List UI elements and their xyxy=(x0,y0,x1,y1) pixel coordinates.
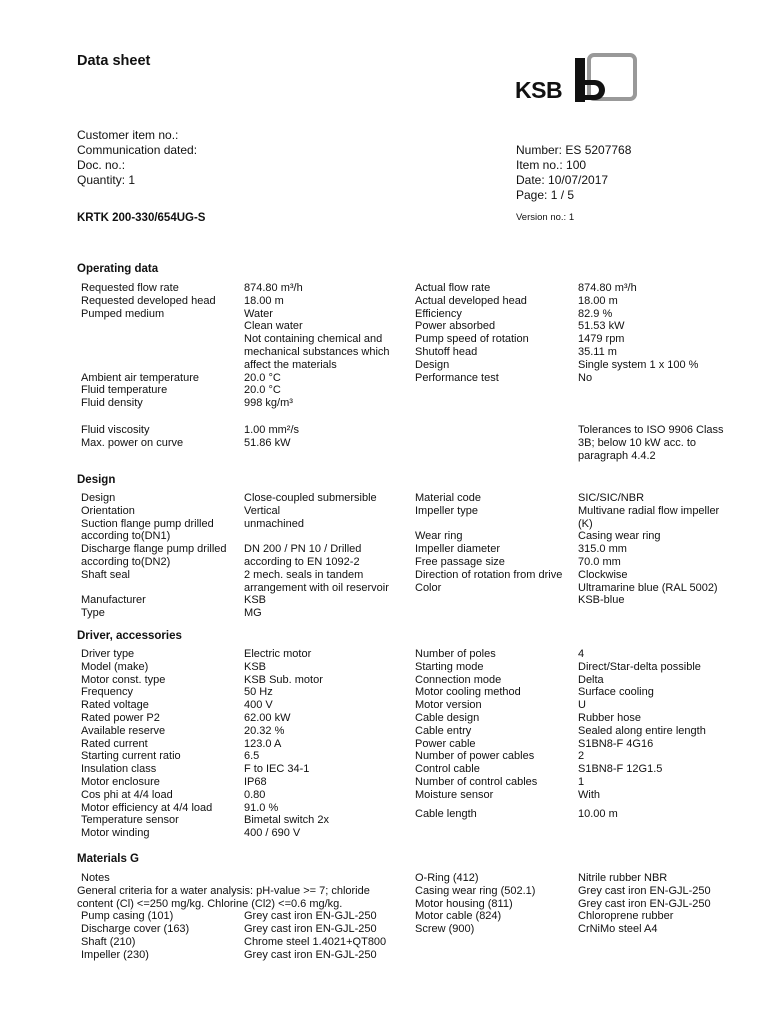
row-value: 315.0 mm xyxy=(578,543,627,556)
row-label: Cos phi at 4/4 load xyxy=(81,788,173,801)
row-value: 51.86 kW xyxy=(244,436,291,449)
row-label: Cable entry xyxy=(415,724,472,737)
row-label: Shaft (210) xyxy=(81,935,136,948)
row-label: Pumped medium xyxy=(81,307,165,320)
row-value: 1 xyxy=(578,775,585,788)
row-label: Motor enclosure xyxy=(81,775,160,788)
operating-left2-table xyxy=(81,424,407,450)
row-label: Ambient air temperature xyxy=(81,371,199,384)
row-value: Chloroprene rubber xyxy=(578,910,674,923)
row-value: KSB xyxy=(244,660,267,673)
logo-text: KSB xyxy=(515,77,563,103)
row-value: 62.00 kW xyxy=(244,711,291,724)
materials-left-table xyxy=(81,910,407,961)
cable-length-label: Cable length xyxy=(415,808,477,820)
row-label: Starting mode xyxy=(415,660,484,673)
row-label: O-Ring (412) xyxy=(415,872,479,884)
row-value: 35.11 m xyxy=(578,345,617,358)
row-value: Ultramarine blue (RAL 5002) KSB-blue xyxy=(578,581,718,607)
operating-right-table xyxy=(415,282,741,384)
row-value: Rubber hose xyxy=(578,711,641,724)
row-label: Pump speed of rotation xyxy=(415,333,529,346)
row-value: 2 xyxy=(578,750,585,763)
row-value: unmachined xyxy=(244,517,304,530)
page-number: Page: 1 / 5 xyxy=(516,188,575,202)
row-value: U xyxy=(578,699,586,712)
row-label: Impeller type xyxy=(415,504,478,517)
row-label: Impeller diameter xyxy=(415,543,500,556)
item-no: Item no.: 100 xyxy=(516,158,587,172)
number: Number: ES 5207768 xyxy=(516,143,632,157)
row-value: Direct/Star-delta possible xyxy=(578,660,701,673)
row-value: Single system 1 x 100 % xyxy=(578,358,699,371)
row-label: Number of power cables xyxy=(415,750,535,763)
row-label: Power absorbed xyxy=(415,320,496,333)
row-value: Sealed along entire length xyxy=(578,724,706,737)
design-left-table xyxy=(81,492,407,620)
row-value: Bimetal switch 2x xyxy=(244,814,329,827)
row-label: Available reserve xyxy=(81,724,166,737)
row-value: Grey cast iron EN-GJL-250 xyxy=(578,897,711,910)
row-label: Color xyxy=(415,581,442,594)
row-label: Actual flow rate xyxy=(415,282,491,294)
row-value: Water Clean water Not containing chemical and mechanical substances which affect the materials xyxy=(244,307,390,371)
row-value: KSB Sub. motor xyxy=(244,673,323,686)
row-value: KSB xyxy=(244,594,267,607)
header-left xyxy=(77,128,197,188)
row-label: Number of control cables xyxy=(415,775,538,788)
row-label: Design xyxy=(415,358,450,371)
row-value: 18.00 m xyxy=(244,294,284,307)
row-value: Vertical xyxy=(244,504,281,517)
row-label: Motor version xyxy=(415,699,482,712)
row-label: Rated voltage xyxy=(81,699,149,712)
row-label: Insulation class xyxy=(81,763,157,776)
row-label: Material code xyxy=(415,492,482,504)
row-label: Power cable xyxy=(415,737,476,750)
cable-length-row xyxy=(415,808,741,821)
row-value: 20.32 % xyxy=(244,724,285,737)
row-value: 18.00 m xyxy=(578,294,618,307)
row-label: Starting current ratio xyxy=(81,750,181,763)
row-label: Orientation xyxy=(81,504,135,517)
communication-dated: Communication dated: xyxy=(77,143,198,157)
section-title-operating: Operating data xyxy=(77,263,159,275)
row-label: Temperature sensor xyxy=(81,814,179,827)
version xyxy=(516,212,574,223)
row-label: Moisture sensor xyxy=(415,788,494,801)
row-value: 1479 rpm xyxy=(578,333,625,346)
row-value: 4 xyxy=(578,648,585,660)
row-label: Max. power on curve xyxy=(81,436,184,449)
row-label: Impeller (230) xyxy=(81,948,149,961)
row-label: Model (make) xyxy=(81,660,149,673)
row-label: Discharge cover (163) xyxy=(81,923,190,936)
row-value: F to IEC 34-1 xyxy=(244,763,310,776)
row-value: 50 Hz xyxy=(244,686,273,699)
row-value: Surface cooling xyxy=(578,686,654,699)
row-label: Casing wear ring (502.1) xyxy=(415,884,536,897)
row-value: 20.0 °C xyxy=(244,371,281,384)
row-label: Frequency xyxy=(81,686,133,699)
row-value: 874.80 m³/h xyxy=(578,282,637,294)
row-label: Number of poles xyxy=(415,648,496,660)
row-value: 0.80 xyxy=(244,788,266,801)
row-value: Grey cast iron EN-GJL-250 xyxy=(244,948,377,961)
ksb-b-logo-icon xyxy=(573,52,639,104)
row-label: Type xyxy=(81,607,105,620)
row-value: 998 kg/m³ xyxy=(244,397,293,410)
quantity: Quantity: 1 xyxy=(77,173,136,187)
driver-left-table xyxy=(81,648,407,840)
materials-right-table xyxy=(415,872,741,936)
row-value: 51.53 kW xyxy=(578,320,625,333)
notes-label: Notes xyxy=(81,872,110,884)
row-value: Electric motor xyxy=(244,648,312,660)
row-label: Motor cable (824) xyxy=(415,910,502,923)
row-label: Suction flange pump drilled according to(DN1) xyxy=(81,517,214,543)
row-label: Performance test xyxy=(415,371,499,384)
section-title-driver: Driver, accessories xyxy=(77,630,182,642)
row-value: 123.0 A xyxy=(244,737,282,750)
row-value: S1BN8-F 12G1.5 xyxy=(578,763,663,776)
version-label: Version no.: xyxy=(516,212,567,223)
row-value: 6.5 xyxy=(244,750,260,763)
row-value: Delta xyxy=(578,673,604,686)
row-value: 400 / 690 V xyxy=(244,827,301,840)
row-label: Design xyxy=(81,492,116,504)
row-label: Fluid density xyxy=(81,397,143,410)
customer-item-no: Customer item no.: xyxy=(77,128,179,142)
water-analysis-note: General criteria for a water analysis: pH-value >= 7; chloride content (Cl) <=250 mg/kg. Chlorine (Cl2) <=0.6 mg/kg. xyxy=(77,884,370,910)
row-label: Motor housing (811) xyxy=(415,897,513,910)
row-value: Close-coupled submersible xyxy=(244,492,377,504)
row-value: IP68 xyxy=(244,775,267,788)
row-value: 70.0 mm xyxy=(578,555,621,568)
page-title: Data sheet xyxy=(77,53,151,69)
cable-length-value: 10.00 m xyxy=(578,808,618,820)
row-value: 400 V xyxy=(244,699,273,712)
row-label: Manufacturer xyxy=(81,594,146,607)
row-value: With xyxy=(578,788,600,801)
row-label: Driver type xyxy=(81,648,135,660)
row-label: Direction of rotation from drive xyxy=(415,568,563,581)
row-value: Multivane radial flow impeller (K) xyxy=(578,504,720,530)
row-label: Rated power P2 xyxy=(81,711,160,724)
row-label: Wear ring xyxy=(415,530,463,543)
row-value: 82.9 % xyxy=(578,307,613,320)
row-value: Chrome steel 1.4021+QT800 xyxy=(244,935,387,948)
row-label: Screw (900) xyxy=(415,923,475,936)
row-value: MG xyxy=(244,607,262,620)
row-value: Nitrile rubber NBR xyxy=(578,872,668,884)
row-value: 2 mech. seals in tandem arrangement with oil reservoir xyxy=(244,568,389,594)
row-value: DN 200 / PN 10 / Drilled according to EN 1092-2 xyxy=(244,543,362,568)
row-label: Rated current xyxy=(81,737,148,750)
row-label: Cable design xyxy=(415,711,480,724)
row-value: Grey cast iron EN-GJL-250 xyxy=(244,923,377,936)
row-value: Grey cast iron EN-GJL-250 xyxy=(578,884,711,897)
row-label: Fluid temperature xyxy=(81,384,168,397)
row-label: Motor const. type xyxy=(81,673,166,686)
driver-right-table xyxy=(415,648,741,802)
version-value: 1 xyxy=(568,212,575,223)
row-value: SIC/SIC/NBR xyxy=(578,492,645,504)
row-label: Motor cooling method xyxy=(415,686,521,699)
section-title-materials: Materials G xyxy=(77,853,139,865)
header-right xyxy=(516,143,631,203)
row-label: Shutoff head xyxy=(415,345,478,358)
row-value: S1BN8-F 4G16 xyxy=(578,737,654,750)
row-label: Discharge flange pump drilled according to(DN2) xyxy=(81,543,227,568)
row-value: No xyxy=(578,371,593,384)
row-value: Grey cast iron EN-GJL-250 xyxy=(244,910,377,923)
design-right-table xyxy=(415,492,741,607)
doc-no: Doc. no.: xyxy=(77,158,126,172)
section-title-design: Design xyxy=(77,474,116,486)
model-name: KRTK 200-330/654UG-S xyxy=(77,212,206,224)
row-value: Casing wear ring xyxy=(578,530,661,543)
row-label: Actual developed head xyxy=(415,294,527,307)
row-value: 91.0 % xyxy=(244,801,279,814)
row-label: Shaft seal xyxy=(81,568,130,581)
row-label: Efficiency xyxy=(415,307,462,320)
row-label: Free passage size xyxy=(415,555,505,568)
row-value: CrNiMo steel A4 xyxy=(578,923,658,936)
row-value: 20.0 °C xyxy=(244,384,281,397)
row-value: 1.00 mm²/s xyxy=(244,424,300,436)
date: Date: 10/07/2017 xyxy=(516,173,609,187)
ksb-logo xyxy=(515,52,640,104)
row-label: Pump casing (101) xyxy=(81,910,174,923)
row-label: Control cable xyxy=(415,763,480,776)
tolerance-note: Tolerances to ISO 9906 Class 3B; below 10 kW acc. to paragraph 4.4.2 xyxy=(578,424,724,462)
row-label: Requested flow rate xyxy=(81,282,179,294)
row-label: Fluid viscosity xyxy=(81,424,150,436)
row-label: Connection mode xyxy=(415,673,502,686)
row-label: Motor efficiency at 4/4 load xyxy=(81,801,213,814)
operating-left-table xyxy=(81,282,407,410)
row-value: 874.80 m³/h xyxy=(244,282,303,294)
row-label: Motor winding xyxy=(81,827,150,840)
row-label: Requested developed head xyxy=(81,294,216,307)
row-value: Clockwise xyxy=(578,568,628,581)
